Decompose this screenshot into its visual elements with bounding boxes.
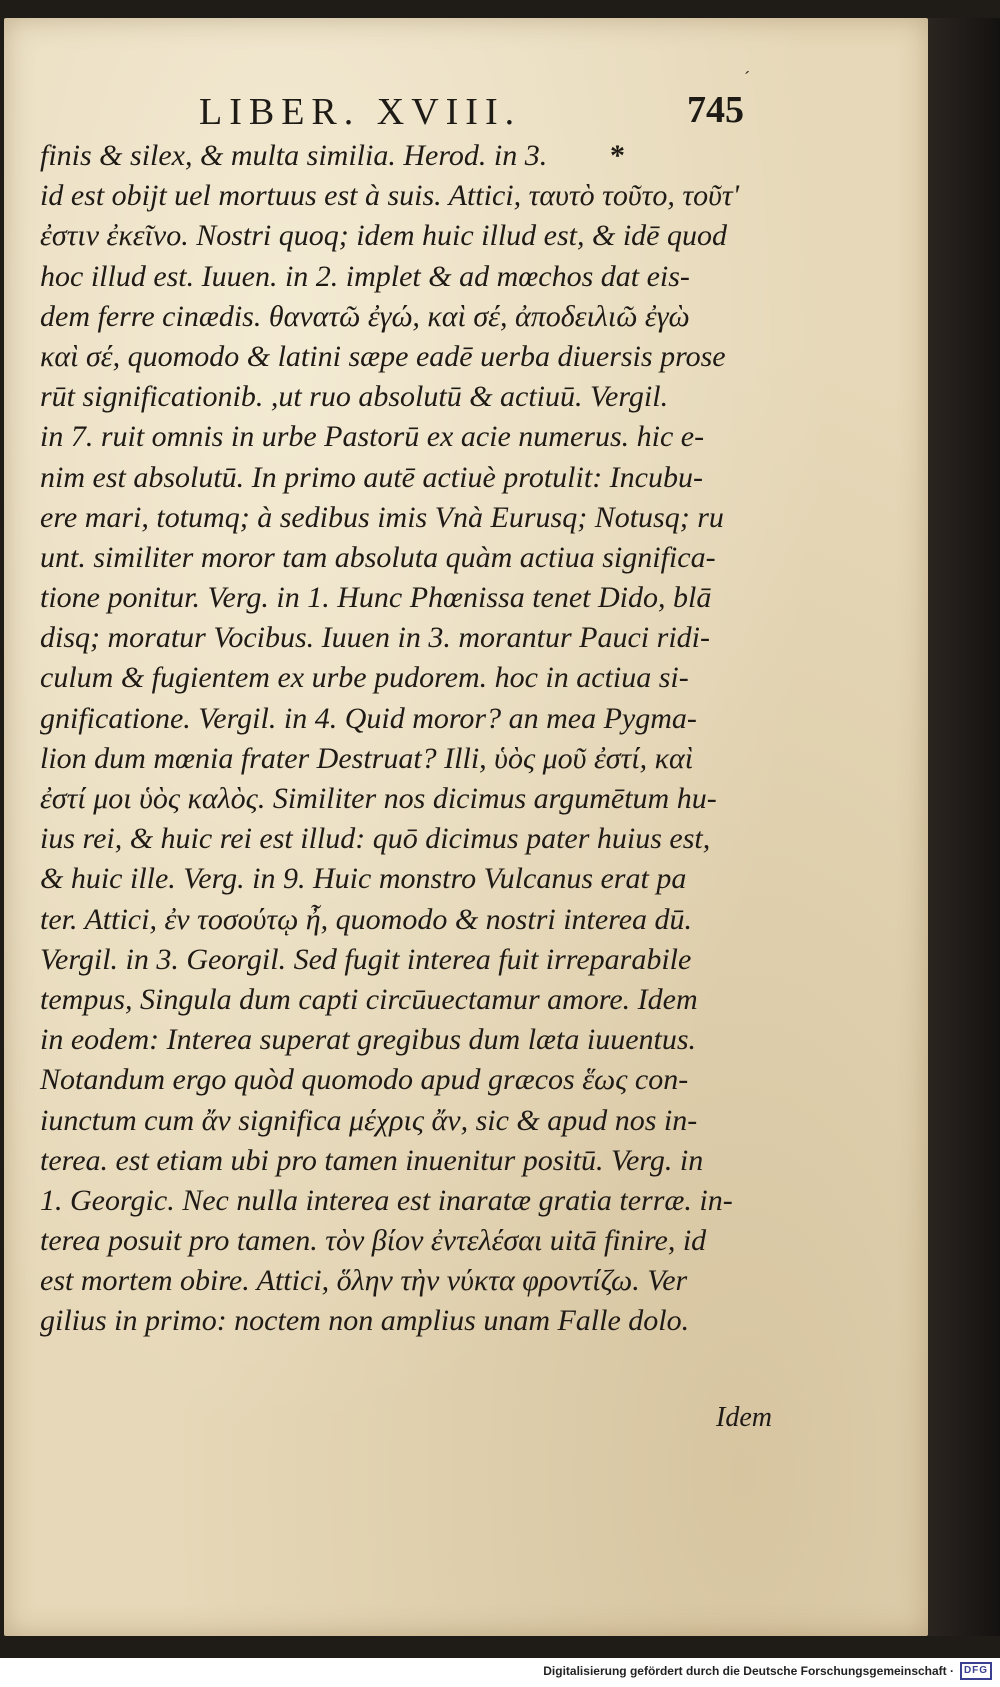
text-line: unt. similiter moror tam absoluta quàm actiua significa-	[40, 540, 716, 574]
text-line: iunctum cum ἄν significa μέχρις ἄν, sic & apud nos in-	[40, 1103, 698, 1137]
text-line: terea. est etiam ubi pro tamen inuenitur positū. Verg. in	[40, 1143, 704, 1177]
text-line: in 7. ruit omnis in urbe Pastorū ex acie numerus. hic e-	[40, 420, 705, 454]
text-line: Vergil. in 3. Georgil. Sed fugit interea fuit irreparabile	[40, 942, 692, 976]
text-line: ἐστί μοι ὑὸς καλὸς. Similiter nos dicimus argumētum hu-	[40, 782, 717, 815]
scan-background-edge	[928, 18, 1000, 1636]
text-line: & huic ille. Verg. in 9. Huic monstro Vulcanus erat pa	[40, 862, 687, 896]
running-head: LIBER. XVIII.	[199, 91, 522, 133]
text-line: in eodem: Interea superat gregibus dum læta iuuentus.	[40, 1023, 697, 1057]
book-page	[4, 18, 928, 1636]
text-line: est mortem obire. Attici, ὅλην τὴν νύκτα φροντίζω. Ver	[40, 1264, 688, 1298]
catchword: Idem	[716, 1402, 772, 1433]
text-line: dem ferre cinædis. θανατῶ ἐγώ, καὶ σέ, ἀποδειλιῶ ἐγὼ	[40, 299, 690, 333]
text-line: hoc illud est. Iuuen. in 2. implet & ad mœchos dat eis-	[40, 259, 690, 293]
text-line: terea posuit pro tamen. τὸν βίον ἐντελέσαι uitā finire, id	[40, 1224, 707, 1258]
text-line: Notandum ergo quòd quomodo apud græcos ἕως con-	[40, 1063, 689, 1097]
text-line: ter. Attici, ἐν τοσούτῳ ἦ, quomodo & nostri interea dū.	[40, 902, 693, 936]
footer-bar	[0, 1658, 1000, 1687]
dfg-logo-icon: DFG	[960, 1662, 992, 1680]
text-line: culum & fugientem ex urbe pudorem. hoc in actiua si-	[40, 661, 689, 695]
text-line: rūt significationib. ,ut ruo absolutū & actiuū. Vergil.	[40, 380, 669, 414]
text-line: disq; moratur Vocibus. Iuuen in 3. morantur Pauci ridi-	[40, 621, 710, 655]
line-text: finis & silex, & multa similia. Herod. in 3.	[40, 139, 548, 172]
text-line: καὶ σέ, quomodo & latini sæpe eadē uerba diuersis prose	[40, 339, 726, 373]
text-line: ere mari, totumq; à sedibus imis Vnà Eurusq; Notusq; ru	[40, 500, 724, 534]
text-line: id est obijt uel mortuus est à suis. Attici, ταυτὸ τοῦτο, τοῦτ'	[40, 179, 740, 213]
text-line: gnificatione. Vergil. in 4. Quid moror? an mea Pygma-	[40, 701, 697, 735]
text-line: tione ponitur. Verg. in 1. Hunc Phœnissa tenet Dido, blā	[40, 581, 712, 615]
text-line	[40, 136, 790, 176]
margin-asterisk: *	[610, 139, 625, 172]
page-number: 745	[687, 89, 744, 131]
text-line: tempus, Singula dum capti circūuectamur amore. Idem	[40, 982, 698, 1016]
text-line: gilius in primo: noctem non amplius unam Falle dolo.	[40, 1304, 690, 1338]
text-line: lion dum mœnia frater Destruat? Illi, ὑὸς μοῦ ἐστί, καὶ	[40, 741, 694, 775]
text-line: 1. Georgic. Nec nulla interea est inaratæ gratia terræ. in-	[40, 1183, 733, 1217]
text-line: ἐστιν ἐκεῖνο. Nostri quoq; idem huic illud est, & idē quod	[40, 219, 727, 253]
text-line: ius rei, & huic rei est illud: quō dicimus pater huius est,	[40, 822, 711, 856]
margin-tick: ´	[744, 68, 750, 88]
body-text	[40, 136, 790, 1342]
text-line: nim est absolutū. In primo autē actiuè protulit: Incubu-	[40, 460, 703, 494]
funding-credit: Digitalisierung gefördert durch die Deutsche Forschungsgemeinschaft ·	[543, 1664, 954, 1678]
